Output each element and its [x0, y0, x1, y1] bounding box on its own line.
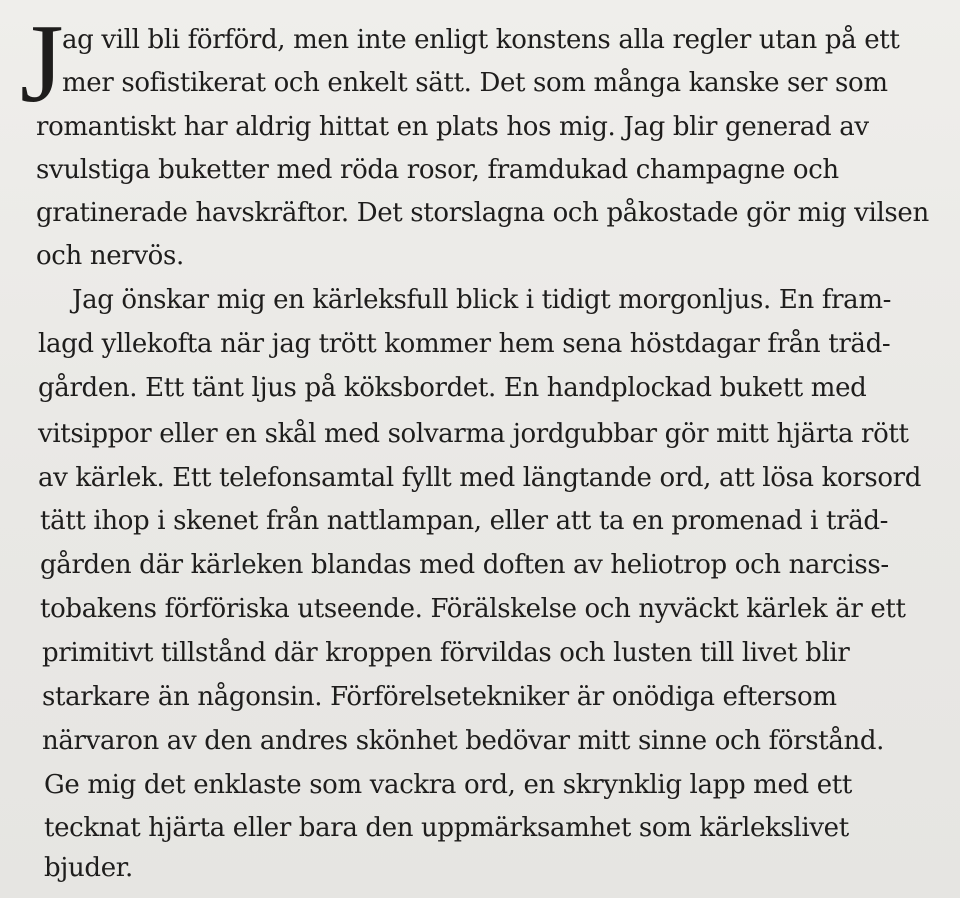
paragraph-2-line-14: bjuder.	[44, 853, 133, 883]
paragraph-2-line-2: lagd yllekofta när jag trött kommer hem sena höstdagar från träd-	[38, 329, 891, 359]
paragraph-1-line-3: romantiskt har aldrig hittat en plats hos mig. Jag blir generad av	[36, 112, 869, 142]
paragraph-2-line-5: av kärlek. Ett telefonsamtal fyllt med längtande ord, att lösa korsord	[38, 463, 922, 493]
paragraph-2-line-12: Ge mig det enklaste som vackra ord, en skrynklig lapp med ett	[44, 770, 852, 800]
paragraph-2-line-10: starkare än någonsin. Förförelsetekniker är onödiga eftersom	[42, 682, 837, 712]
paragraph-2-line-3: gården. Ett tänt ljus på köksbordet. En handplockad bukett med	[38, 373, 867, 403]
paragraph-2-line-13: tecknat hjärta eller bara den uppmärksamhet som kärlekslivet	[44, 813, 849, 843]
paragraph-2-line-9: primitivt tillstånd där kroppen förvildas och lusten till livet blir	[42, 638, 850, 668]
paragraph-2-line-11: närvaron av den andres skönhet bedövar mitt sinne och förstånd.	[42, 726, 885, 756]
paragraph-1-line-2: mer sofistikerat och enkelt sätt. Det som många kanske ser som	[62, 68, 888, 98]
paragraph-1-line-5: gratinerade havskräftor. Det storslagna och påkostade gör mig vilsen	[36, 198, 929, 228]
paragraph-2-line-4: vitsippor eller en skål med solvarma jordgubbar gör mitt hjärta rött	[38, 419, 909, 449]
paragraph-2-line-1: Jag önskar mig en kärleksfull blick i tidigt morgonljus. En fram-	[72, 285, 892, 315]
paragraph-2-line-8: tobakens förföriska utseende. Förälskelse och nyväckt kärlek är ett	[40, 594, 906, 624]
drop-cap: J	[20, 2, 64, 126]
paragraph-2-line-7: gården där kärleken blandas med doften av heliotrop och narciss-	[40, 550, 889, 580]
paragraph-1-line-4: svulstiga buketter med röda rosor, framdukad champagne och	[36, 155, 839, 185]
paragraph-2-line-6: tätt ihop i skenet från nattlampan, eller att ta en promenad i träd-	[40, 506, 889, 536]
paragraph-1-line-1: ag vill bli förförd, men inte enligt konstens alla regler utan på ett	[62, 25, 900, 55]
paragraph-1-line-6: och nervös.	[36, 241, 184, 271]
